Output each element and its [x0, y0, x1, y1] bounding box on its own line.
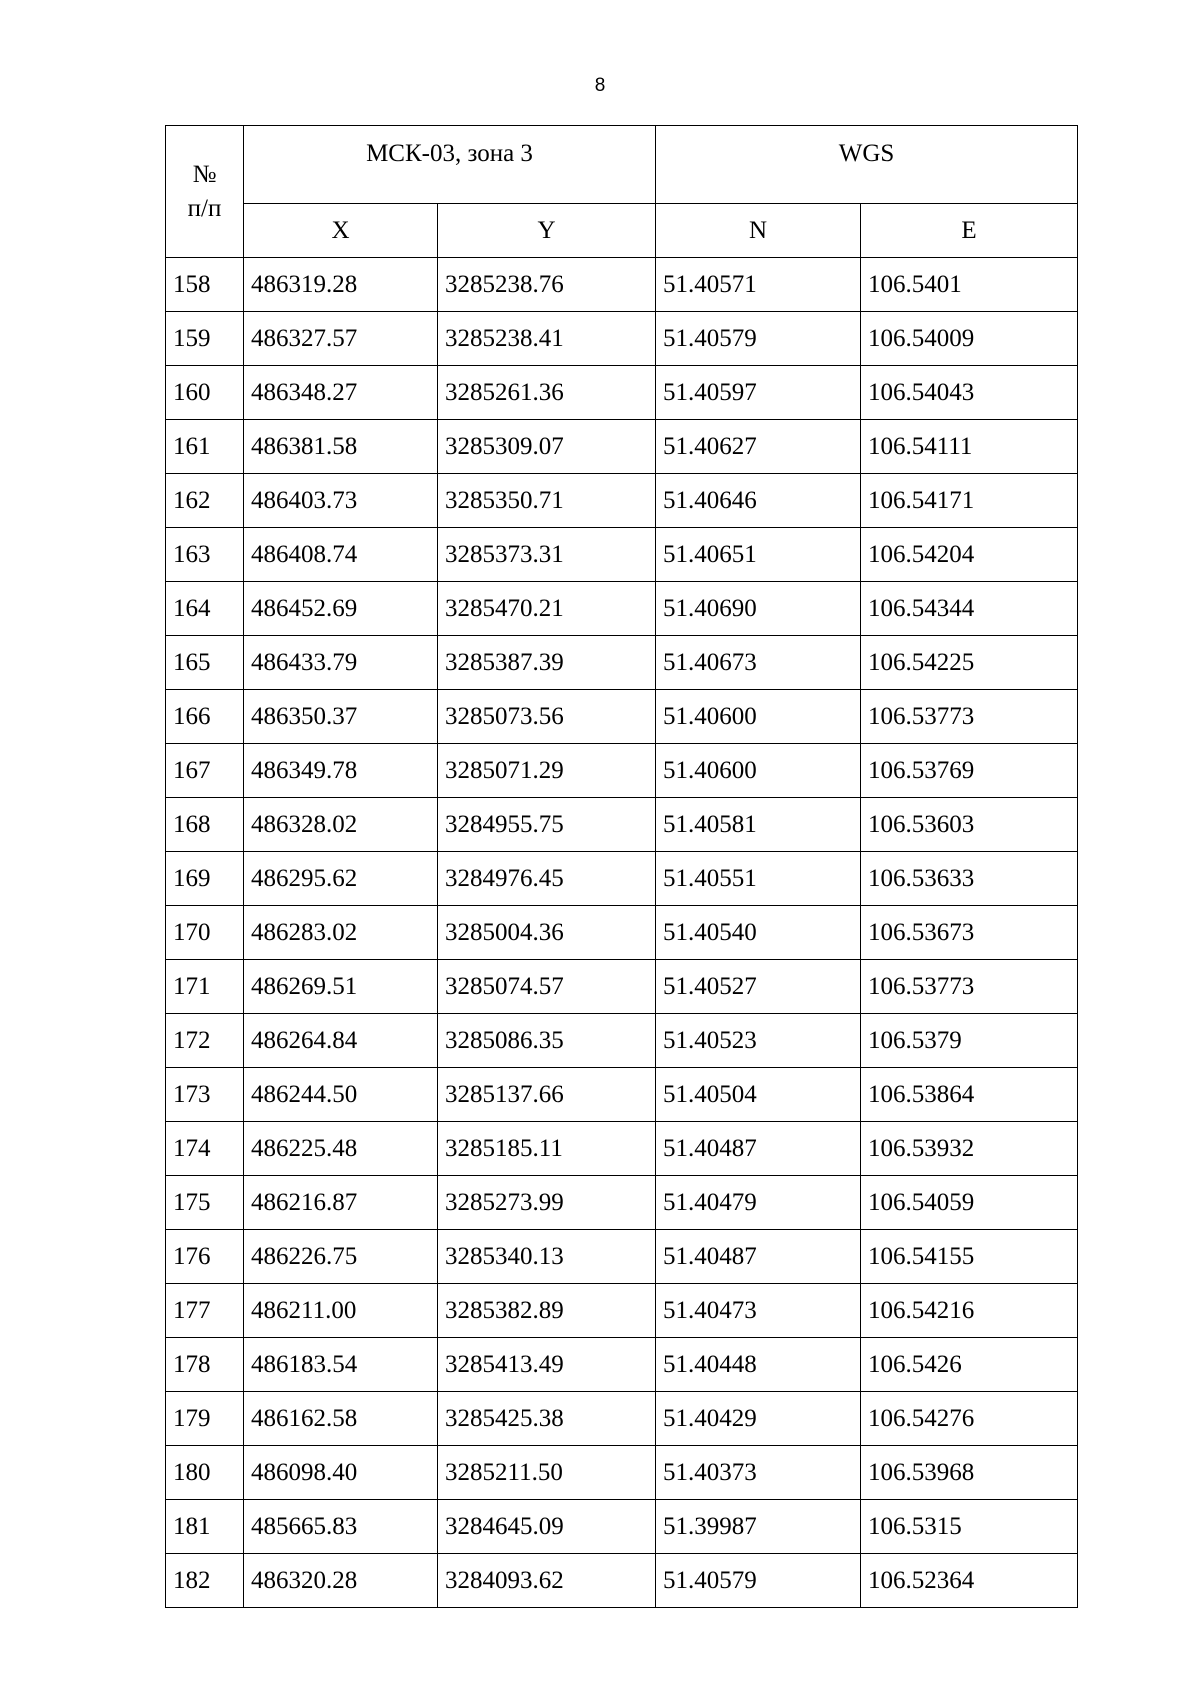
- header-row-columns: [166, 204, 1078, 258]
- cell-n: 51.40600: [656, 690, 861, 744]
- cell-n: 51.39987: [656, 1500, 861, 1554]
- cell-x: 486269.51: [244, 960, 438, 1014]
- cell-x: 486433.79: [244, 636, 438, 690]
- cell-e: 106.54216: [861, 1284, 1078, 1338]
- cell-number: 176: [166, 1230, 244, 1284]
- table-row: [166, 474, 1078, 528]
- cell-e: 106.53773: [861, 960, 1078, 1014]
- cell-number: 168: [166, 798, 244, 852]
- cell-y: 3285238.41: [438, 312, 656, 366]
- cell-x: 486381.58: [244, 420, 438, 474]
- cell-e: 106.53673: [861, 906, 1078, 960]
- cell-n: 51.40479: [656, 1176, 861, 1230]
- table-row: [166, 420, 1078, 474]
- cell-number: 159: [166, 312, 244, 366]
- cell-e: 106.54043: [861, 366, 1078, 420]
- cell-e: 106.53603: [861, 798, 1078, 852]
- cell-y: 3285137.66: [438, 1068, 656, 1122]
- cell-y: 3285071.29: [438, 744, 656, 798]
- cell-x: 486349.78: [244, 744, 438, 798]
- table-row: [166, 366, 1078, 420]
- cell-n: 51.40571: [656, 258, 861, 312]
- table-row: [166, 1122, 1078, 1176]
- cell-number: 165: [166, 636, 244, 690]
- header-col-x: X: [244, 204, 438, 258]
- table-row: [166, 582, 1078, 636]
- cell-e: 106.52364: [861, 1554, 1078, 1608]
- cell-n: 51.40448: [656, 1338, 861, 1392]
- cell-e: 106.54155: [861, 1230, 1078, 1284]
- cell-number: 182: [166, 1554, 244, 1608]
- cell-n: 51.40651: [656, 528, 861, 582]
- cell-y: 3285350.71: [438, 474, 656, 528]
- cell-x: 486452.69: [244, 582, 438, 636]
- cell-y: 3285309.07: [438, 420, 656, 474]
- cell-x: 486225.48: [244, 1122, 438, 1176]
- cell-e: 106.54276: [861, 1392, 1078, 1446]
- cell-n: 51.40690: [656, 582, 861, 636]
- cell-number: 158: [166, 258, 244, 312]
- cell-x: 486226.75: [244, 1230, 438, 1284]
- cell-number: 163: [166, 528, 244, 582]
- cell-x: 486162.58: [244, 1392, 438, 1446]
- cell-n: 51.40473: [656, 1284, 861, 1338]
- table-row: [166, 906, 1078, 960]
- cell-number: 169: [166, 852, 244, 906]
- header-number-abbrev: п/п: [187, 194, 222, 222]
- cell-y: 3285238.76: [438, 258, 656, 312]
- cell-e: 106.5315: [861, 1500, 1078, 1554]
- cell-y: 3285073.56: [438, 690, 656, 744]
- cell-n: 51.40581: [656, 798, 861, 852]
- cell-y: 3284645.09: [438, 1500, 656, 1554]
- header-group-wgs: WGS: [656, 126, 1078, 204]
- cell-number: 174: [166, 1122, 244, 1176]
- cell-y: 3285413.49: [438, 1338, 656, 1392]
- cell-n: 51.40373: [656, 1446, 861, 1500]
- header-number-symbol: №: [192, 160, 217, 188]
- header-row-groups: [166, 126, 1078, 204]
- cell-y: 3285004.36: [438, 906, 656, 960]
- cell-n: 51.40551: [656, 852, 861, 906]
- cell-e: 106.54171: [861, 474, 1078, 528]
- cell-y: 3285425.38: [438, 1392, 656, 1446]
- cell-x: 486348.27: [244, 366, 438, 420]
- table-row: [166, 528, 1078, 582]
- cell-x: 486264.84: [244, 1014, 438, 1068]
- cell-n: 51.40487: [656, 1230, 861, 1284]
- cell-e: 106.53769: [861, 744, 1078, 798]
- cell-number: 181: [166, 1500, 244, 1554]
- cell-y: 3284093.62: [438, 1554, 656, 1608]
- cell-y: 3285382.89: [438, 1284, 656, 1338]
- table-body: [166, 258, 1078, 1608]
- cell-e: 106.53968: [861, 1446, 1078, 1500]
- table-header: [166, 126, 1078, 258]
- cell-x: 486403.73: [244, 474, 438, 528]
- cell-y: 3285373.31: [438, 528, 656, 582]
- cell-number: 164: [166, 582, 244, 636]
- header-number: [166, 126, 244, 258]
- cell-e: 106.54009: [861, 312, 1078, 366]
- table-row: [166, 690, 1078, 744]
- cell-x: 486283.02: [244, 906, 438, 960]
- cell-y: 3285261.36: [438, 366, 656, 420]
- cell-e: 106.54059: [861, 1176, 1078, 1230]
- cell-e: 106.54111: [861, 420, 1078, 474]
- cell-e: 106.53633: [861, 852, 1078, 906]
- cell-number: 167: [166, 744, 244, 798]
- cell-e: 106.5401: [861, 258, 1078, 312]
- cell-e: 106.5426: [861, 1338, 1078, 1392]
- cell-y: 3285340.13: [438, 1230, 656, 1284]
- table-row: [166, 258, 1078, 312]
- cell-x: 486244.50: [244, 1068, 438, 1122]
- cell-e: 106.5379: [861, 1014, 1078, 1068]
- cell-n: 51.40487: [656, 1122, 861, 1176]
- cell-n: 51.40540: [656, 906, 861, 960]
- table-row: [166, 1554, 1078, 1608]
- cell-y: 3285211.50: [438, 1446, 656, 1500]
- cell-x: 486350.37: [244, 690, 438, 744]
- table-row: [166, 1338, 1078, 1392]
- cell-x: 486183.54: [244, 1338, 438, 1392]
- cell-n: 51.40579: [656, 312, 861, 366]
- cell-n: 51.40527: [656, 960, 861, 1014]
- table-row: [166, 1392, 1078, 1446]
- cell-number: 175: [166, 1176, 244, 1230]
- cell-number: 173: [166, 1068, 244, 1122]
- cell-number: 161: [166, 420, 244, 474]
- cell-n: 51.40600: [656, 744, 861, 798]
- table-row: [166, 744, 1078, 798]
- cell-e: 106.54344: [861, 582, 1078, 636]
- table-row: [166, 1446, 1078, 1500]
- header-col-e: E: [861, 204, 1078, 258]
- table-row: [166, 1176, 1078, 1230]
- cell-y: 3285387.39: [438, 636, 656, 690]
- table-row: [166, 1500, 1078, 1554]
- cell-number: 172: [166, 1014, 244, 1068]
- table-row: [166, 1230, 1078, 1284]
- cell-x: 486327.57: [244, 312, 438, 366]
- cell-x: 486211.00: [244, 1284, 438, 1338]
- cell-e: 106.54225: [861, 636, 1078, 690]
- cell-y: 3285470.21: [438, 582, 656, 636]
- header-col-y: Y: [438, 204, 656, 258]
- cell-e: 106.53932: [861, 1122, 1078, 1176]
- cell-y: 3284976.45: [438, 852, 656, 906]
- cell-x: 486319.28: [244, 258, 438, 312]
- cell-y: 3284955.75: [438, 798, 656, 852]
- cell-n: 51.40579: [656, 1554, 861, 1608]
- cell-n: 51.40597: [656, 366, 861, 420]
- header-col-n: N: [656, 204, 861, 258]
- table-row: [166, 852, 1078, 906]
- cell-n: 51.40523: [656, 1014, 861, 1068]
- cell-e: 106.54204: [861, 528, 1078, 582]
- cell-y: 3285074.57: [438, 960, 656, 1014]
- cell-x: 486320.28: [244, 1554, 438, 1608]
- page-number: 8: [594, 75, 606, 96]
- cell-x: 486408.74: [244, 528, 438, 582]
- cell-x: 486098.40: [244, 1446, 438, 1500]
- table-row: [166, 312, 1078, 366]
- table-row: [166, 1284, 1078, 1338]
- cell-e: 106.53773: [861, 690, 1078, 744]
- cell-number: 178: [166, 1338, 244, 1392]
- cell-x: 486328.02: [244, 798, 438, 852]
- cell-y: 3285273.99: [438, 1176, 656, 1230]
- table-row: [166, 798, 1078, 852]
- cell-number: 166: [166, 690, 244, 744]
- cell-number: 171: [166, 960, 244, 1014]
- cell-n: 51.40504: [656, 1068, 861, 1122]
- cell-x: 486295.62: [244, 852, 438, 906]
- cell-e: 106.53864: [861, 1068, 1078, 1122]
- cell-number: 160: [166, 366, 244, 420]
- cell-x: 486216.87: [244, 1176, 438, 1230]
- cell-n: 51.40646: [656, 474, 861, 528]
- cell-n: 51.40627: [656, 420, 861, 474]
- cell-number: 162: [166, 474, 244, 528]
- cell-n: 51.40673: [656, 636, 861, 690]
- cell-y: 3285185.11: [438, 1122, 656, 1176]
- cell-number: 170: [166, 906, 244, 960]
- table-row: [166, 636, 1078, 690]
- table-row: [166, 960, 1078, 1014]
- cell-y: 3285086.35: [438, 1014, 656, 1068]
- coordinates-table: [165, 125, 1078, 1608]
- cell-number: 180: [166, 1446, 244, 1500]
- cell-number: 177: [166, 1284, 244, 1338]
- header-group-msk: МСК-03, зона 3: [244, 126, 656, 204]
- cell-x: 485665.83: [244, 1500, 438, 1554]
- table-row: [166, 1068, 1078, 1122]
- cell-n: 51.40429: [656, 1392, 861, 1446]
- cell-number: 179: [166, 1392, 244, 1446]
- table-row: [166, 1014, 1078, 1068]
